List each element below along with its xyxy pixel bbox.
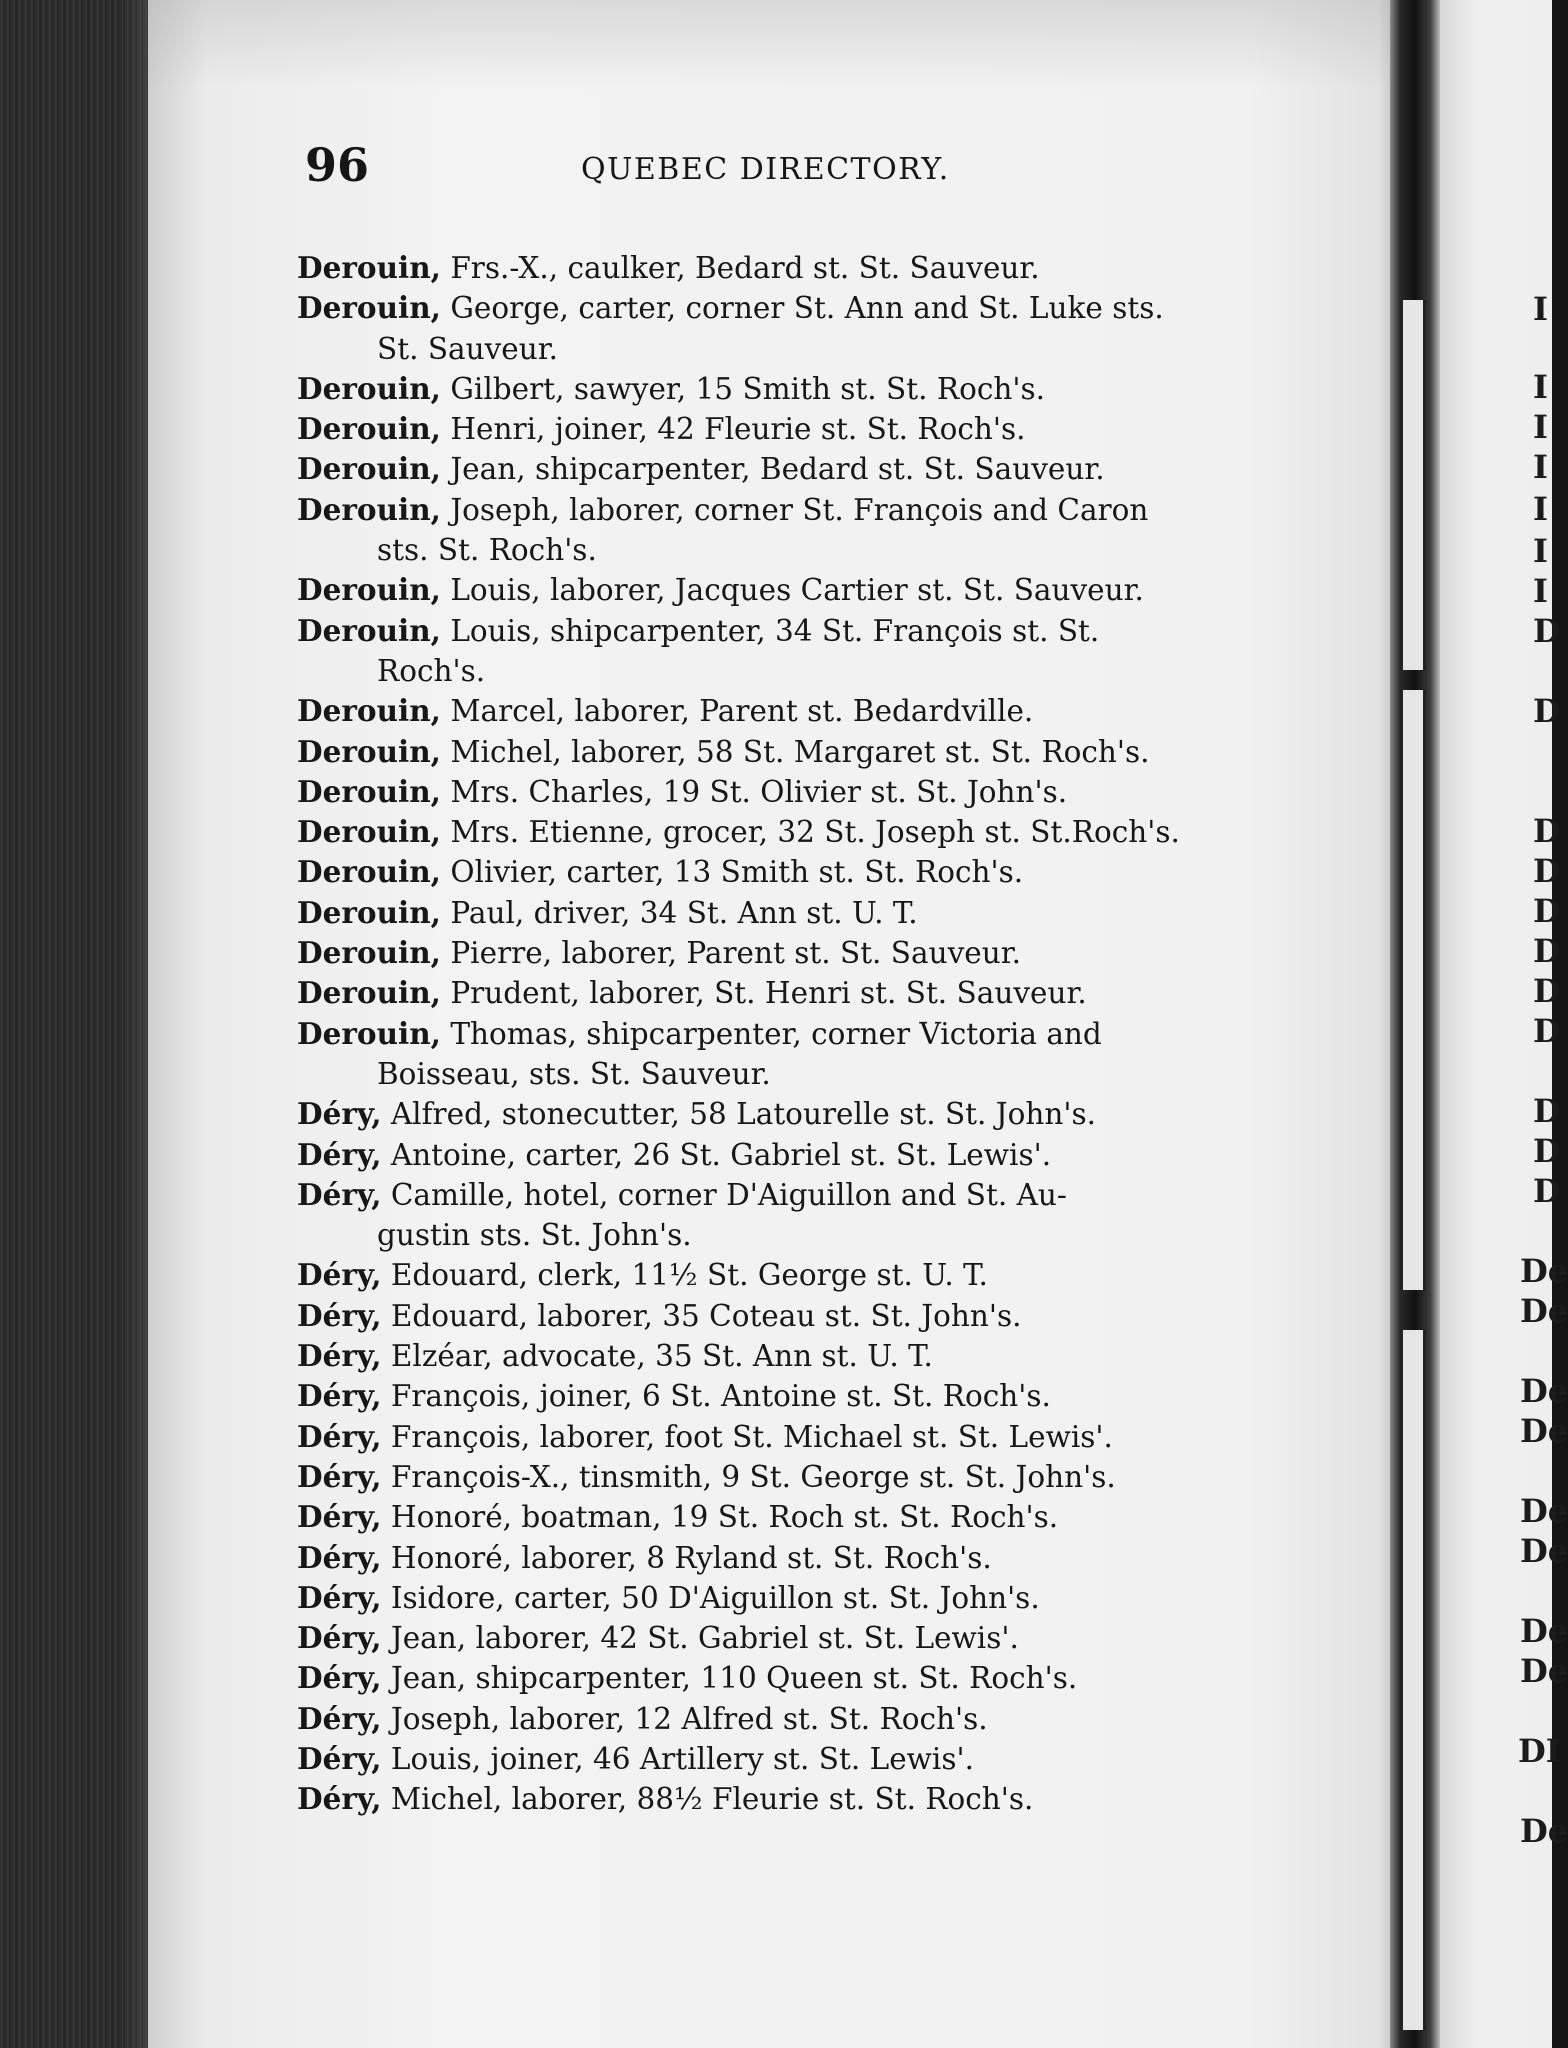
entry-surname: Derouin, — [297, 250, 441, 285]
directory-entry — [297, 490, 1297, 571]
entry-surname: Déry, — [297, 1136, 382, 1172]
directory-entry — [297, 1135, 1297, 1175]
running-title: QUEBEC DIRECTORY. — [581, 152, 950, 187]
entry-details: Michel, laborer, 88½ Fleurie st. St. Roch's. — [381, 1782, 1034, 1817]
facing-page-letter: D — [1533, 1172, 1561, 1210]
entry-surname: Derouin, — [297, 854, 441, 890]
facing-page-letter: De — [1520, 1372, 1568, 1410]
entry-surname: Déry, — [297, 1700, 382, 1736]
facing-page-letter: D — [1533, 1012, 1561, 1050]
facing-page-letter: I — [1533, 532, 1548, 570]
facing-page-letter: I — [1533, 572, 1548, 610]
entry-details: George, carter, corner St. Ann and St. Luke sts. — [440, 291, 1164, 326]
entry-details: Henri, joiner, 42 Fleurie st. St. Roch's. — [440, 412, 1026, 447]
entry-details: Joseph, laborer, corner St. François and Caron — [440, 492, 1149, 527]
facing-page-letter: De — [1520, 1812, 1568, 1850]
entry-surname: Déry, — [297, 1297, 382, 1333]
entry-surname: Derouin, — [297, 693, 441, 729]
entry-continuation: sts. St. Roch's. — [377, 533, 597, 568]
entry-details: Edouard, laborer, 35 Coteau st. St. John's. — [381, 1298, 1022, 1333]
entry-details: Camille, hotel, corner D'Aiguillon and St. Au- — [381, 1177, 1067, 1212]
directory-entry — [297, 369, 1297, 409]
directory-entry — [297, 1497, 1297, 1537]
entry-continuation: Roch's. — [377, 653, 486, 688]
facing-page-letter: I — [1533, 290, 1548, 328]
entry-details: Honoré, laborer, 8 Ryland st. St. Roch's. — [381, 1540, 992, 1575]
facing-page-letter: D — [1533, 852, 1561, 890]
entry-surname: Derouin, — [297, 370, 441, 406]
directory-entry — [297, 1578, 1297, 1618]
entry-details: Alfred, stonecutter, 58 Latourelle st. St. John's. — [381, 1097, 1096, 1132]
directory-entry — [297, 1618, 1297, 1658]
entry-continuation: St. Sauveur. — [377, 331, 558, 366]
entry-surname: Derouin, — [297, 773, 441, 809]
directory-entry — [297, 1457, 1297, 1497]
directory-entry — [297, 1336, 1297, 1376]
entry-details: Frs.-X., caulker, Bedard st. St. Sauveur. — [440, 251, 1040, 285]
entry-surname: Déry, — [297, 1660, 382, 1696]
directory-entry — [297, 732, 1297, 772]
entry-surname: Derouin, — [297, 894, 441, 930]
facing-page-letter: I — [1533, 448, 1548, 486]
facing-page-letter: D — [1533, 692, 1561, 730]
directory-entry — [297, 1538, 1297, 1578]
entry-surname: Déry, — [297, 1740, 382, 1776]
facing-page-letter: D — [1533, 932, 1561, 970]
directory-entry — [297, 611, 1297, 692]
directory-entry — [297, 893, 1297, 933]
entry-surname: Déry, — [297, 1458, 382, 1494]
facing-page-letter: DI — [1518, 1732, 1561, 1770]
entry-details: Elzéar, advocate, 35 St. Ann st. U. T. — [381, 1339, 933, 1374]
entry-surname: Déry, — [297, 1096, 382, 1132]
entry-details: Isidore, carter, 50 D'Aiguillon st. St. John's. — [381, 1580, 1040, 1615]
entry-details: Olivier, carter, 13 Smith st. St. Roch's. — [440, 855, 1024, 890]
directory-entry — [297, 933, 1297, 973]
directory-entry — [297, 1094, 1297, 1134]
entry-surname: Derouin, — [297, 612, 441, 648]
directory-entry — [297, 1699, 1297, 1739]
page-number: 96 — [305, 138, 370, 192]
entry-surname: Déry, — [297, 1418, 382, 1454]
entry-surname: Derouin, — [297, 411, 441, 447]
entry-details: Louis, laborer, Jacques Cartier st. St. Sauveur. — [440, 573, 1144, 608]
directory-entries — [297, 248, 1297, 1820]
entry-surname: Derouin, — [297, 451, 441, 487]
entry-surname: Derouin, — [297, 975, 441, 1011]
entry-details: Mrs. Charles, 19 St. Olivier st. St. John's. — [440, 774, 1068, 809]
facing-page-letter: D — [1533, 1132, 1561, 1170]
entry-details: Honoré, boatman, 19 St. Roch st. St. Roch's. — [381, 1500, 1059, 1535]
facing-page-letter: D — [1533, 972, 1561, 1010]
entry-details: François-X., tinsmith, 9 St. George st. St. John's. — [381, 1459, 1116, 1494]
facing-page-letter: De — [1520, 1612, 1568, 1650]
facing-page-letter: De — [1520, 1412, 1568, 1450]
entry-surname: Déry, — [297, 1257, 382, 1293]
entry-surname: Derouin, — [297, 935, 441, 971]
entry-details: Joseph, laborer, 12 Alfred st. St. Roch's. — [381, 1701, 988, 1736]
entry-surname: Derouin, — [297, 491, 441, 527]
directory-entry — [297, 1255, 1297, 1295]
entry-continuation: Boisseau, sts. St. Sauveur. — [377, 1056, 771, 1091]
entry-details: Marcel, laborer, Parent st. Bedardville. — [440, 694, 1034, 729]
entry-details: Louis, joiner, 46 Artillery st. St. Lewis'. — [381, 1741, 974, 1776]
gutter-binding-strip — [1400, 300, 1426, 670]
directory-entry — [297, 852, 1297, 892]
directory-entry — [297, 772, 1297, 812]
entry-details: François, laborer, foot St. Michael st. St. Lewis'. — [381, 1419, 1113, 1454]
gutter-binding-strip — [1400, 1330, 1426, 2030]
directory-entry — [297, 1658, 1297, 1698]
directory-entry — [297, 248, 1297, 288]
facing-page-letter: D — [1533, 812, 1561, 850]
entry-surname: Déry, — [297, 1176, 382, 1212]
entry-details: Paul, driver, 34 St. Ann st. U. T. — [440, 895, 918, 930]
entry-details: Jean, shipcarpenter, Bedard st. St. Sauveur. — [440, 452, 1105, 487]
entry-details: Louis, shipcarpenter, 34 St. François st. St. — [440, 613, 1100, 648]
entry-surname: Derouin, — [297, 733, 441, 769]
entry-details: François, joiner, 6 St. Antoine st. St. Roch's. — [381, 1379, 1051, 1414]
facing-page-letter: De — [1520, 1492, 1568, 1530]
directory-entry — [297, 1014, 1297, 1095]
directory-entry — [297, 812, 1297, 852]
entry-details: Prudent, laborer, St. Henri st. St. Sauveur. — [440, 976, 1087, 1011]
directory-entry — [297, 288, 1297, 369]
entry-surname: Derouin, — [297, 290, 441, 326]
entry-details: Gilbert, sawyer, 15 Smith st. St. Roch's. — [440, 371, 1045, 406]
entry-surname: Déry, — [297, 1499, 382, 1535]
entry-surname: Déry, — [297, 1539, 382, 1575]
entry-surname: Déry, — [297, 1579, 382, 1615]
page-edge-stack — [0, 0, 160, 2048]
directory-entry — [297, 449, 1297, 489]
facing-page-letter: I — [1533, 368, 1548, 406]
facing-page-letter: De — [1520, 1252, 1568, 1290]
entry-details: Michel, laborer, 58 St. Margaret st. St. Roch's. — [440, 734, 1150, 769]
entry-surname: Derouin, — [297, 814, 441, 850]
entry-surname: Déry, — [297, 1378, 382, 1414]
entry-surname: Déry, — [297, 1620, 382, 1656]
directory-entry — [297, 1175, 1297, 1256]
facing-page-letter: D — [1533, 612, 1561, 650]
directory-entry — [297, 1296, 1297, 1336]
facing-page-letter: I — [1533, 408, 1548, 446]
facing-page-letter: D — [1533, 892, 1561, 930]
entry-surname: Derouin, — [297, 1015, 441, 1051]
entry-surname: Déry, — [297, 1338, 382, 1374]
gutter-binding-strip — [1400, 690, 1426, 1290]
facing-page-letter: De — [1520, 1292, 1568, 1330]
entry-details: Mrs. Etienne, grocer, 32 St. Joseph st. St.Roch's. — [440, 815, 1180, 850]
entry-details: Jean, shipcarpenter, 110 Queen st. St. Roch's. — [381, 1661, 1078, 1696]
facing-page-letter: D — [1533, 1092, 1561, 1130]
entry-surname: Derouin, — [297, 572, 441, 608]
facing-page-letter: De — [1520, 1652, 1568, 1690]
entry-surname: Déry, — [297, 1781, 382, 1817]
entry-details: Jean, laborer, 42 St. Gabriel st. St. Lewis'. — [381, 1621, 1019, 1656]
entry-details: Antoine, carter, 26 St. Gabriel st. St. Lewis'. — [381, 1137, 1052, 1172]
entry-details: Thomas, shipcarpenter, corner Victoria and — [440, 1016, 1102, 1051]
directory-entry — [297, 1739, 1297, 1779]
directory-entry — [297, 691, 1297, 731]
facing-page-letter: I — [1533, 490, 1548, 528]
directory-entry — [297, 1417, 1297, 1457]
entry-details: Pierre, laborer, Parent st. St. Sauveur. — [440, 936, 1021, 971]
entry-continuation: gustin sts. St. John's. — [377, 1218, 692, 1253]
directory-entry — [297, 1376, 1297, 1416]
entry-details: Edouard, clerk, 11½ St. George st. U. T. — [381, 1258, 988, 1293]
directory-entry — [297, 1779, 1297, 1819]
directory-entry — [297, 570, 1297, 610]
directory-entry — [297, 973, 1297, 1013]
directory-entry — [297, 409, 1297, 449]
facing-page-letter: De — [1520, 1532, 1568, 1570]
page-header — [305, 138, 1305, 198]
